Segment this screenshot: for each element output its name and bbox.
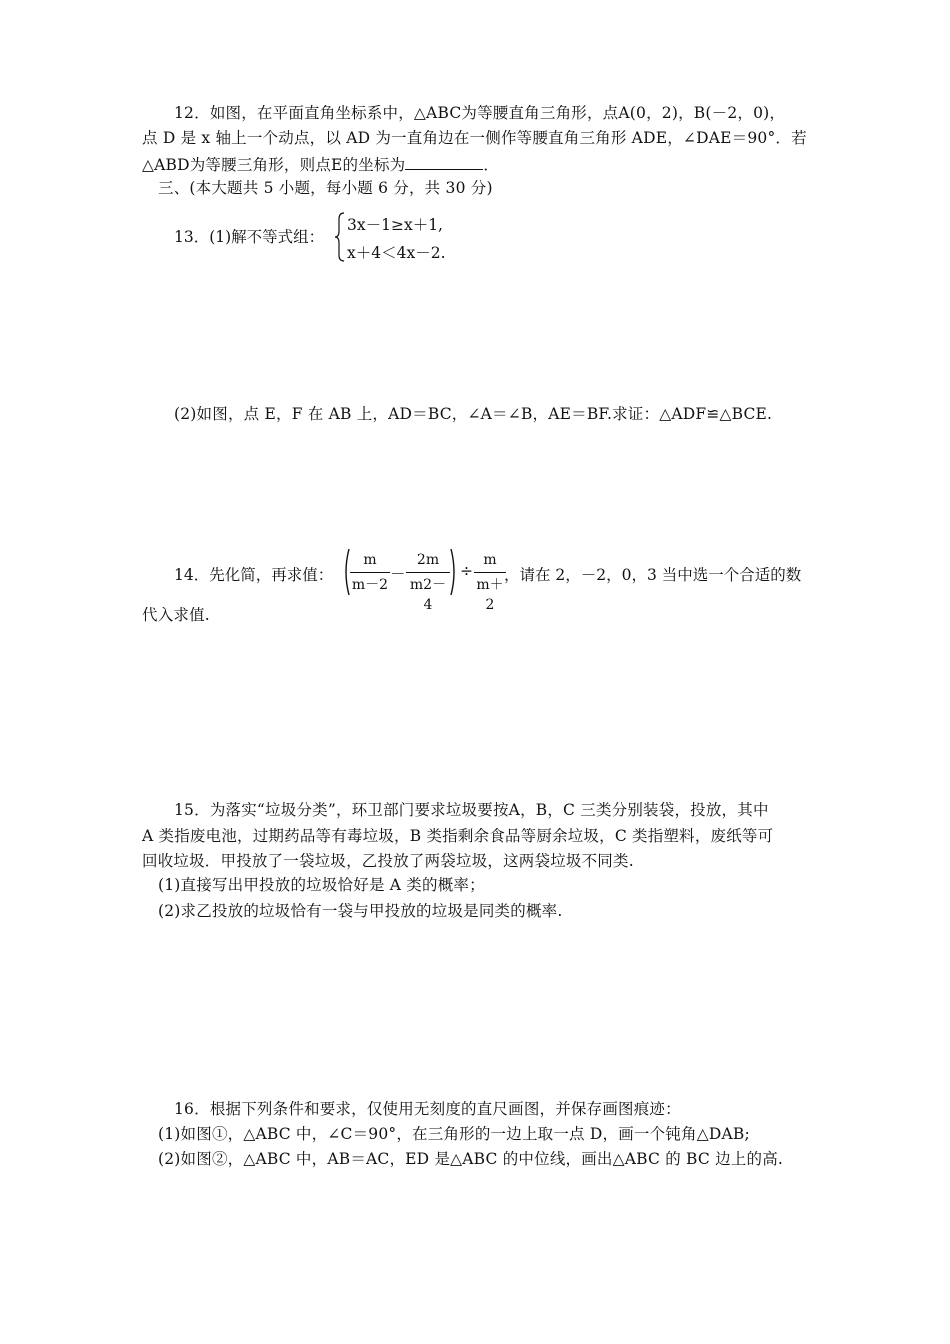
q16-sub-1: (1)如图①，△ABC 中，∠C＝90°，在三角形的一边上取一点 D，画一个钝角△DAB;: [158, 1125, 750, 1143]
fraction-1-denominator: m－2: [351, 577, 389, 593]
answer-blank: [405, 153, 483, 170]
q12-line-1: 12．如图，在平面直角坐标系中，△ABC为等腰直角三角形，点A(0，2)，B(－2，0)，: [174, 104, 786, 122]
q13-lead: 13．(1)解不等式组：: [174, 228, 325, 246]
left-brace-icon: [334, 212, 346, 262]
q12-line-3-end: ．: [483, 156, 500, 174]
minus-sign: －: [390, 565, 406, 583]
fraction-1: [350, 550, 390, 595]
q13-part-2: (2)如图，点 E，F 在 AB 上，AD＝BC，∠A＝∠B，AE＝BF.求证：△ADF≌△BCE.: [174, 405, 773, 423]
q14-line-2: 代入求值.: [142, 606, 210, 624]
q12-line-3-text: △ABD为等腰三角形，则点E的坐标为: [142, 156, 406, 174]
left-paren-icon: [342, 548, 350, 596]
q14-lead: 14．先化简，再求值：: [174, 566, 334, 584]
inequality-1: 3x－1≥x＋1,: [347, 216, 443, 234]
fraction-3-denominator: m＋2: [476, 577, 504, 613]
fraction-2-denominator: m2－4: [409, 577, 447, 613]
q15-line-2: A 类指废电池，过期药品等有毒垃圾，B 类指剩余食品等厨余垃圾，C 类指塑料，废纸等可: [142, 827, 774, 845]
q12-line-3: [142, 153, 499, 176]
inequality-2: x＋4＜4x－2.: [347, 244, 446, 262]
fraction-3-numerator: m: [483, 552, 497, 568]
divide-sign: ÷: [460, 562, 473, 580]
fraction-3: [474, 550, 506, 615]
q14-tail: ，请在 2，－2，0，3 当中选一个合适的数: [504, 566, 802, 584]
fraction-2-numerator: 2m: [416, 552, 440, 568]
q15-sub-1: (1)直接写出甲投放的垃圾恰好是 A 类的概率；: [158, 876, 485, 894]
right-paren-icon: [450, 548, 458, 596]
fraction-1-numerator: m: [363, 552, 377, 568]
q15-line-3: 回收垃圾．甲投放了一袋垃圾，乙投放了两袋垃圾，这两袋垃圾不同类.: [142, 852, 634, 870]
q15-sub-2: (2)求乙投放的垃圾恰有一袋与甲投放的垃圾是同类的概率.: [158, 902, 563, 920]
q16-line-1: 16．根据下列条件和要求，仅使用无刻度的直尺画图，并保存画图痕迹：: [174, 1100, 681, 1118]
fraction-2: [406, 550, 450, 615]
q15-line-1: 15．为落实“垃圾分类”，环卫部门要求垃圾要按A，B，C 三类分别装袋，投放，其中: [174, 801, 769, 819]
section-3-heading: 三、(本大题共 5 小题，每小题 6 分，共 30 分): [158, 179, 493, 197]
q16-sub-2: (2)如图②，△ABC 中，AB＝AC，ED 是△ABC 的中位线，画出△ABC 的 BC 边上的高.: [158, 1150, 784, 1168]
q12-line-2: 点 D 是 x 轴上一个动点，以 AD 为一直角边在一侧作等腰直角三角形 ADE，∠DAE＝90°．若: [142, 129, 807, 147]
